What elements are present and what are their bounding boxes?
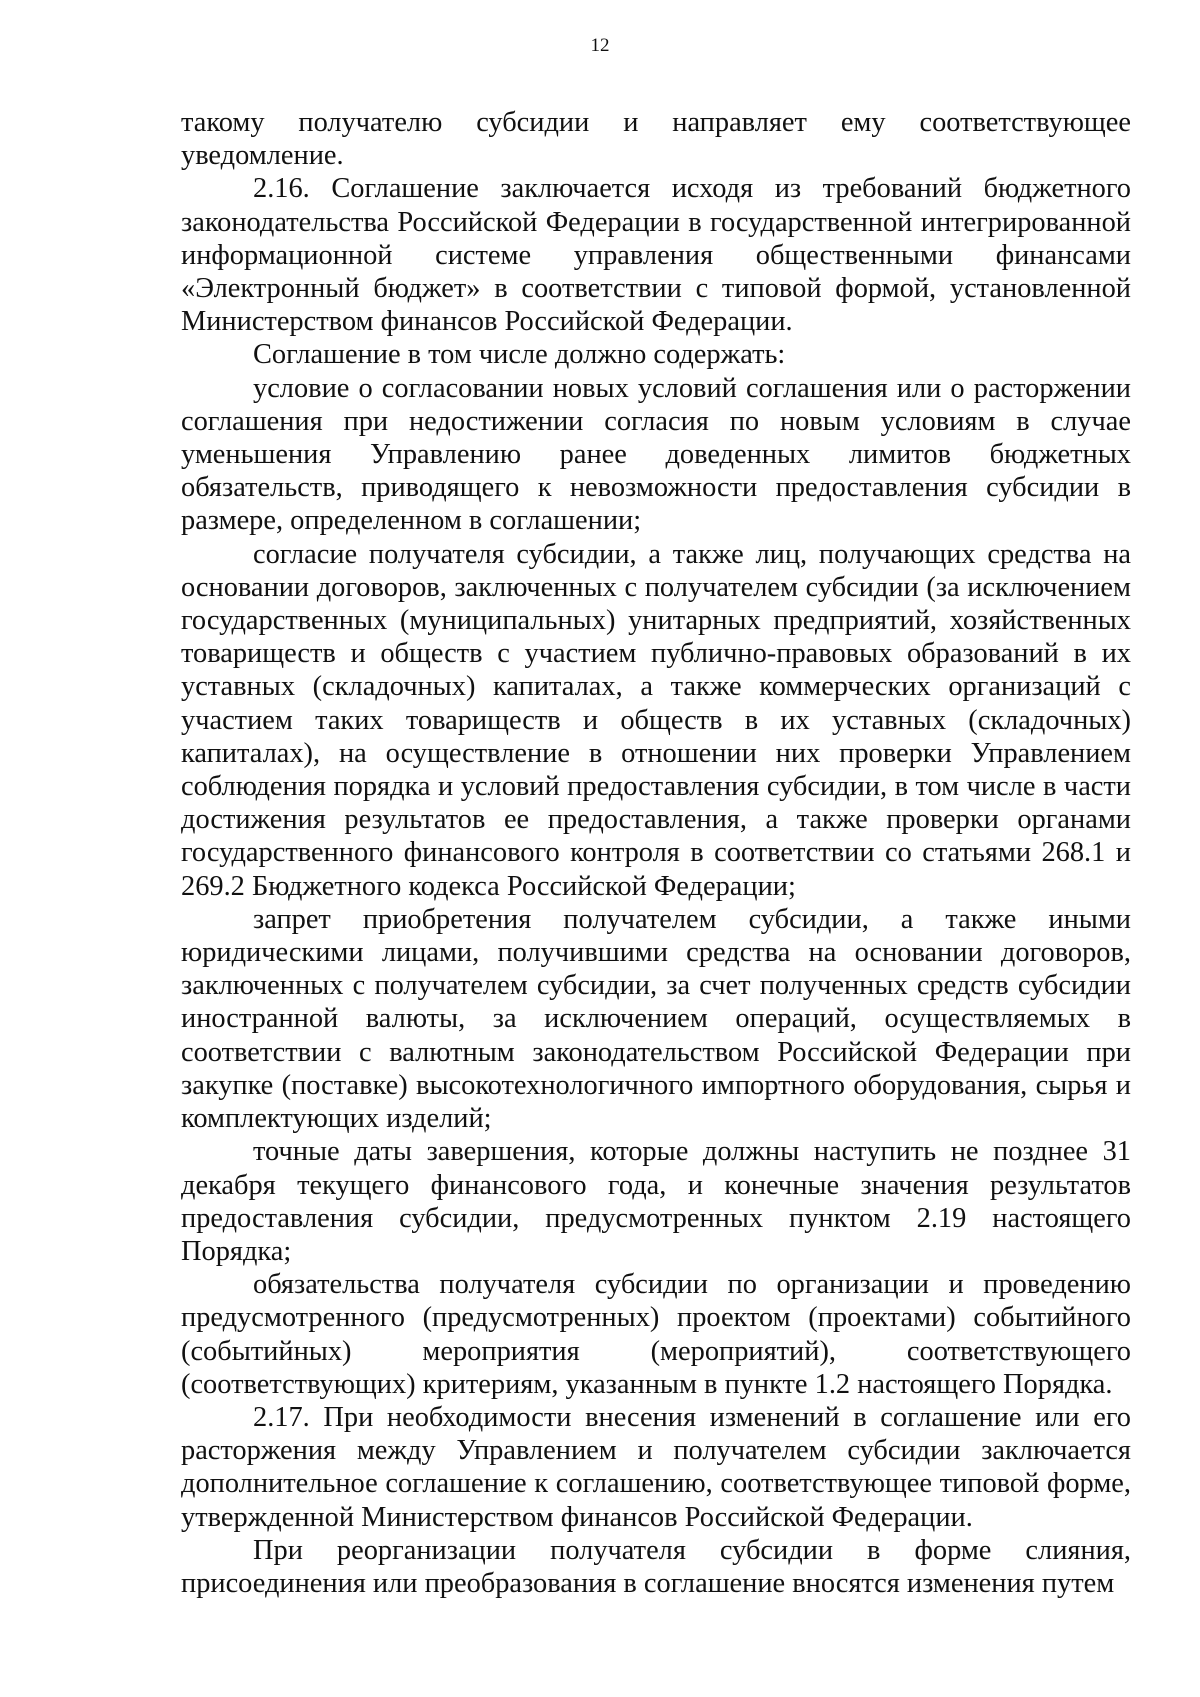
paragraph-completion-dates: точные даты завершения, которые должны наступить не позднее 31 декабря текущего финансового года, и конечные значения результатов предоставления субсидии, предусмотренных пунктом 2.19 настоящего Порядка; xyxy=(181,1136,1131,1267)
paragraph-2-17: 2.17. При необходимости внесения изменений в соглашение или его расторжения между Управлением и получателем субсидии заключается дополнительное соглашение к соглашению, соответствующее типовой форме, утвержденной Министерством финансов Российской Федерации. xyxy=(181,1401,1131,1533)
page-number: 12 xyxy=(590,35,610,56)
paragraph-event-obligations: обязательства получателя субсидии по организации и проведению предусмотренного (предусмотренных) проектом (проектами) событийного (событийных) мероприятия (мероприятий), соответствующего (соответствующих) критериям, указанным в пункте 1.2 настоящего Порядка. xyxy=(181,1269,1131,1400)
document-body xyxy=(181,106,1131,1600)
paragraph-condition-renegotiation: условие о согласовании новых условий соглашения или о расторжении соглашения при недостижении согласия по новым условиям в случае уменьшения Управлению ранее доведенных лимитов бюджетных обязательств, приводящего к невозможности предоставления субсидии в размере, определенном в соглашении; xyxy=(181,372,1131,537)
paragraph-continuation: такому получателю субсидии и направляет ему соответствующее уведомление. xyxy=(181,107,1131,172)
paragraph-2-16: 2.16. Соглашение заключается исходя из требований бюджетного законодательства Российской Федерации в государственной интегрированной информационной системе управления общественными финансами «Электронный бюджет» в соответствии с типовой формой, установленной Министерством финансов Российской Федерации. xyxy=(181,173,1131,338)
paragraph-recipient-consent: согласие получателя субсидии, а также лиц, получающих средства на основании договоров, заключенных с получателем субсидии (за исключением государственных (муниципальных) унитарных предприятий, хозяйственных товариществ и обществ с участием публично-правовых образований в их уставных (складочных) капиталах, а также коммерческих организаций с участием таких товариществ и обществ в их уставных (складочных) капиталах), на осуществление в отношении них проверки Управлением соблюдения порядка и условий предоставления субсидии, в том числе в части достижения результатов ее предоставления, а также проверки органами государственного финансового контроля в соответствии со статьями 268.1 и 269.2 Бюджетного кодекса Российской Федерации; xyxy=(181,538,1131,902)
paragraph-currency-prohibition: запрет приобретения получателем субсидии, а также иными юридическими лицами, получившими средства на основании договоров, заключенных с получателем субсидии, за счет полученных средств субсидии иностранной валюты, за исключением операций, осуществляемых в соответствии с валютным законодательством Российской Федерации при закупке (поставке) высокотехнологичного импортного оборудования, сырья и комплектующих изделий; xyxy=(181,903,1131,1135)
paragraph-agreement-contents: Соглашение в том числе должно содержать: xyxy=(253,339,786,371)
paragraph-reorganization: При реорганизации получателя субсидии в форме слияния, присоединения или преобразования в соглашение вносятся изменения путем xyxy=(181,1534,1131,1599)
